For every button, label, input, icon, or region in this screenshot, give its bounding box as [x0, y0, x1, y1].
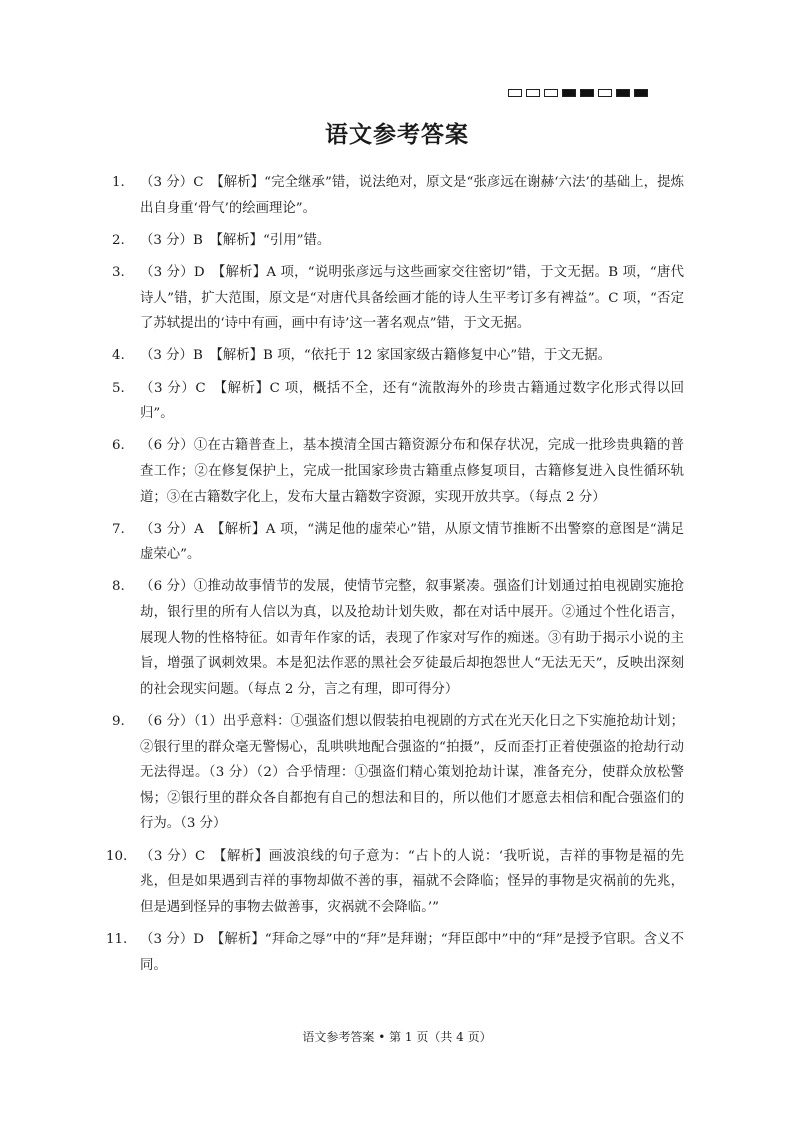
answer-item [112, 517, 684, 568]
answer-number: 10. [106, 848, 128, 864]
answer-text: （3 分）A 【解析】A 项，“满足他的虚荣心”错，从原文情节推断不出警察的意图是“满足虚荣心”。 [140, 521, 684, 563]
answer-item [106, 844, 684, 921]
answer-text: （3 分）D 【解析】A 项，“说明张彦远与这些画家交往密切”错，于文无据。B 项，“唐代诗人”错，扩大范围，原文是“对唐代具备绘画才能的诗人生平考订多有裨益”。C 项，“否定了苏轼提出的‘诗中有画，画中有诗’这一著名观点”错，于文无据。 [140, 264, 684, 332]
exam-code-boxes [508, 89, 648, 97]
answer-number: 6. [112, 438, 125, 454]
answer-number: 3. [112, 264, 125, 280]
answer-item [112, 260, 684, 337]
answer-number: 2. [112, 232, 125, 248]
answer-item [106, 927, 684, 978]
answer-text: （3 分）B 【解析】B 项，“依托于 12 家国家级古籍修复中心”错，于文无据。 [140, 348, 611, 364]
answer-text: （3 分）D 【解析】“拜命之辱”中的“拜”是拜谢；“拜臣郎中”中的“拜”是授予官职。含义不同。 [140, 931, 684, 973]
answer-text: （6 分）①在古籍普查上，基本摸清全国古籍资源分布和保存状况，完成一批珍贵典籍的普查工作；②在修复保护上，完成一批国家珍贵古籍重点修复项目，古籍修复进入良性循环轨道；③在古籍数字化上，发布大量古籍数字资源，实现开放共享。（每点 2 分） [140, 438, 684, 505]
answer-number: 9. [112, 714, 125, 730]
code-box [562, 89, 576, 97]
answer-item [112, 170, 684, 221]
answer-item [112, 376, 684, 427]
code-box [544, 89, 558, 97]
answer-number: 7. [112, 521, 125, 537]
answer-text: （6 分）（1）出乎意料：①强盗们想以假装拍电视剧的方式在光天化日之下实施抢劫计划；②银行里的群众毫无警惕心，乱哄哄地配合强盗的“拍摄”，反而歪打正着使强盗的抢劫行动无法得逞。（3 分）（2）合乎情理：①强盗们精心策划抢劫计谋，准备充分，使群众放松警惕；②银行里的群众各自都抱有自己的想法和目的，所以他们才愿意去相信和配合强盗们的行为。（3 分） [140, 714, 684, 832]
answer-item [112, 709, 684, 837]
page-footer: 语文参考答案 • 第 1 页（共 4 页） [302, 1030, 492, 1044]
answer-text: （3 分）B 【解析】“引用”错。 [140, 232, 331, 248]
code-box [616, 89, 630, 97]
answer-number: 1. [112, 175, 125, 190]
answer-item [112, 433, 684, 510]
code-box [598, 89, 612, 97]
page-title: 语文参考答案 [325, 121, 469, 148]
answer-text: （3 分）C 【解析】C 项，概括不全，还有“流散海外的珍贵古籍通过数字化形式得以回归”。 [140, 380, 684, 422]
answer-item [112, 574, 684, 702]
answer-item [112, 228, 684, 254]
answer-item [112, 343, 684, 369]
answer-number: 5. [112, 380, 125, 396]
answer-number: 11. [106, 931, 128, 947]
code-box [580, 89, 594, 97]
code-box [508, 89, 522, 97]
answer-text: （6 分）①推动故事情节的发展，使情节完整，叙事紧凑。强盗们计划通过拍电视剧实施抢劫，银行里的所有人信以为真，以及抢劫计划失败，都在对话中展开。②通过个性化语言，展现人物的性格特征。如青年作家的话，表现了作家对写作的痴迷。③有助于揭示小说的主旨，增强了讽刺效果。本是犯法作恶的黑社会歹徒最后却抱怨世人“无法无天”，反映出深刻的社会现实问题。（每点 2 分，言之有理，即可得分） [140, 579, 684, 697]
code-box [634, 89, 648, 97]
answer-number: 4. [112, 348, 125, 364]
code-box [526, 89, 540, 97]
answer-text: （3 分）C 【解析】“完全继承”错，说法绝对，原文是“张彦远在谢赫‘六法’的基础上，提炼出自身重‘骨气’的绘画理论”。 [140, 175, 684, 216]
answer-number: 8. [112, 579, 125, 595]
answer-list [106, 170, 684, 985]
answer-text: （3 分）C 【解析】画波浪线的句子意为：“占卜的人说：‘我听说，吉祥的事物是福的先兆，但是如果遇到吉祥的事物却做不善的事，福就不会降临；怪异的事物是灾祸前的先兆，但是遇到怪异的事物去做善事，灾祸就不会降临。’” [140, 848, 684, 915]
